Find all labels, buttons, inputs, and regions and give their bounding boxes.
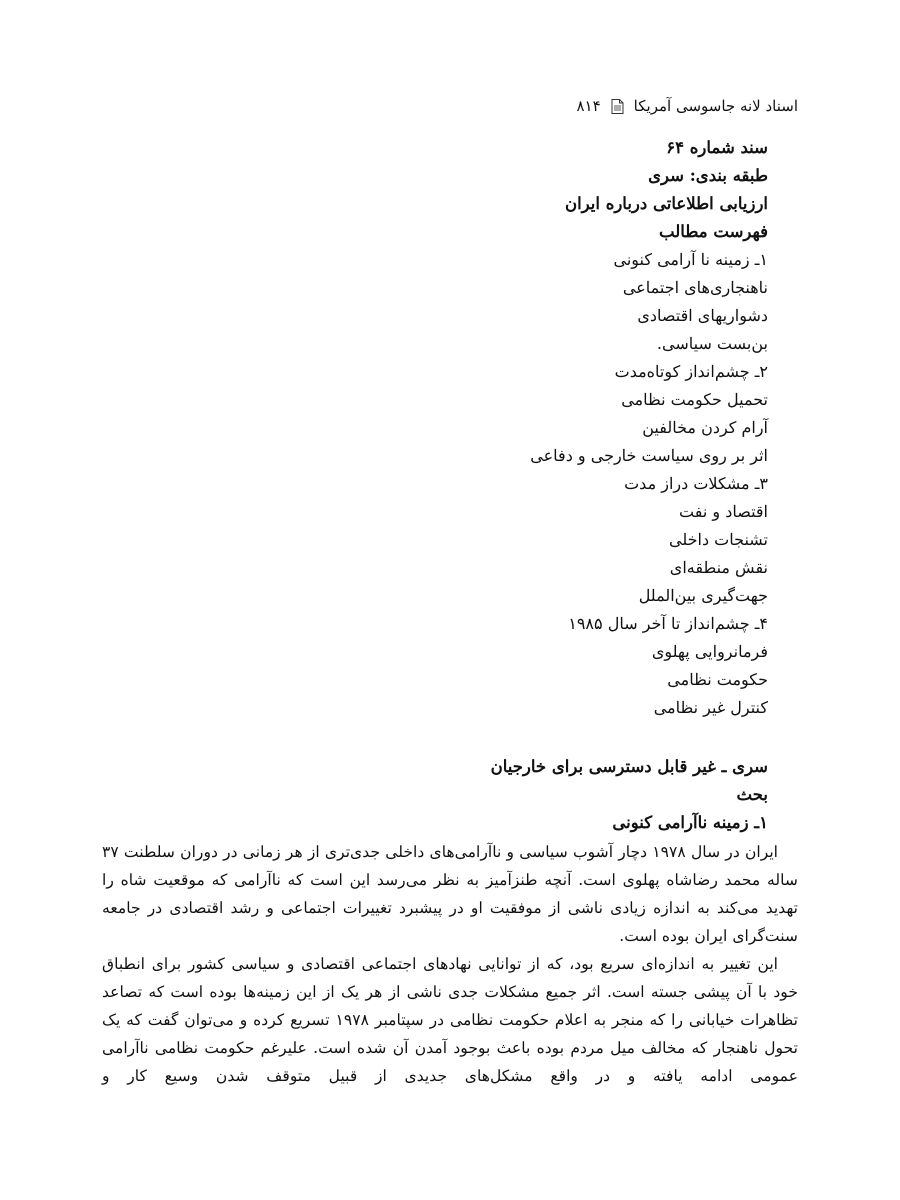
body-text	[102, 838, 798, 1090]
document-meta	[108, 134, 768, 246]
toc-item: ۴ـ چشم‌انداز تا آخر سال ۱۹۸۵	[568, 614, 768, 633]
toc-item: فرمانروایی پهلوی	[651, 642, 768, 661]
document-title: ارزیابی اطلاعاتی درباره ایران	[564, 194, 768, 213]
toc-item: اقتصاد و نفت	[679, 502, 768, 521]
toc-item: ۳ـ مشکلات دراز مدت	[624, 474, 768, 493]
toc-item: آرام کردن مخالفین	[642, 418, 768, 437]
toc-heading: فهرست مطالب	[659, 222, 768, 241]
header-title: اسناد لانه جاسوسی آمریکا	[633, 97, 798, 115]
section-heading: ۱ـ زمینه ناآرامی کنونی	[612, 813, 768, 832]
table-of-contents	[108, 246, 768, 722]
paragraph: این تغییر به اندازه‌ای سریع بود، که از توانایی نهادهای اجتماعی اقتصادی و سیاسی کشور برای انطباق خود با آن پیشی جسته است. اثر جمیع مشکلات جدی ناشی از هر یک از این زمینه‌ها بوده است که تصاعد تظاهرات خیابانی را که منجر به اعلام حکومت نظامی در سپتامبر ۱۹۷۸ تسریع کرده و می‌توان گفت که یک تحول ناهنجار که مخالف میل مردم بوده باعث بوجود آمدن آن شده است. علیرغم حکومت نظامی ناآرامی عمومی ادامه یافته و در واقع مشکل‌های جدیدی از قبیل متوقف شدن وسیع کار و	[102, 955, 798, 1085]
toc-item: بن‌بست سیاسی.	[656, 334, 768, 353]
toc-item: کنترل غیر نظامی	[653, 698, 768, 717]
restriction-label: سری ـ غیر قابل دسترسی برای خارجیان	[490, 757, 768, 776]
toc-item: ۲ـ چشم‌انداز کوتاه‌مدت	[614, 362, 768, 381]
toc-item: حکومت نظامی	[667, 670, 768, 689]
section-headings	[108, 753, 768, 837]
toc-item: ناهنجاری‌های اجتماعی	[622, 278, 768, 297]
paragraph: ایران در سال ۱۹۷۸ دچار آشوب سیاسی و ناآرامی‌های داخلی جدی‌تری از هر زمانی در دوران سلطنت ۳۷ ساله محمد رضاشاه پهلوی است. آنچه طنزآمیز به نظر می‌رسد این است که ناآرامی که موقعیت شاه را تهدید می‌کند به اندازه زیادی ناشی از موفقیت او در پیشبرد تغییرات اجتماعی و رشد اقتصادی در جامعه سنت‌گرای ایران بوده است.	[102, 843, 798, 945]
toc-item: اثر بر روی سیاست خارجی و دفاعی	[530, 446, 768, 465]
toc-item: دشواریهای اقتصادی	[637, 306, 768, 325]
toc-item: جهت‌گیری بین‌الملل	[638, 586, 768, 605]
page-number: ۸۱۴	[576, 97, 601, 115]
classification: طبقه بندی: سری	[648, 166, 768, 185]
document-icon	[611, 99, 624, 114]
document-number: سند شماره ۶۴	[666, 138, 768, 157]
toc-item: تحمیل حکومت نظامی	[621, 390, 768, 409]
running-header	[498, 94, 798, 118]
toc-item: تشنجات داخلی	[669, 530, 768, 549]
discussion-heading: بحث	[736, 785, 768, 804]
toc-item: ۱ـ زمینه نا آرامی کنونی	[613, 250, 768, 269]
toc-item: نقش منطقه‌ای	[669, 558, 768, 577]
